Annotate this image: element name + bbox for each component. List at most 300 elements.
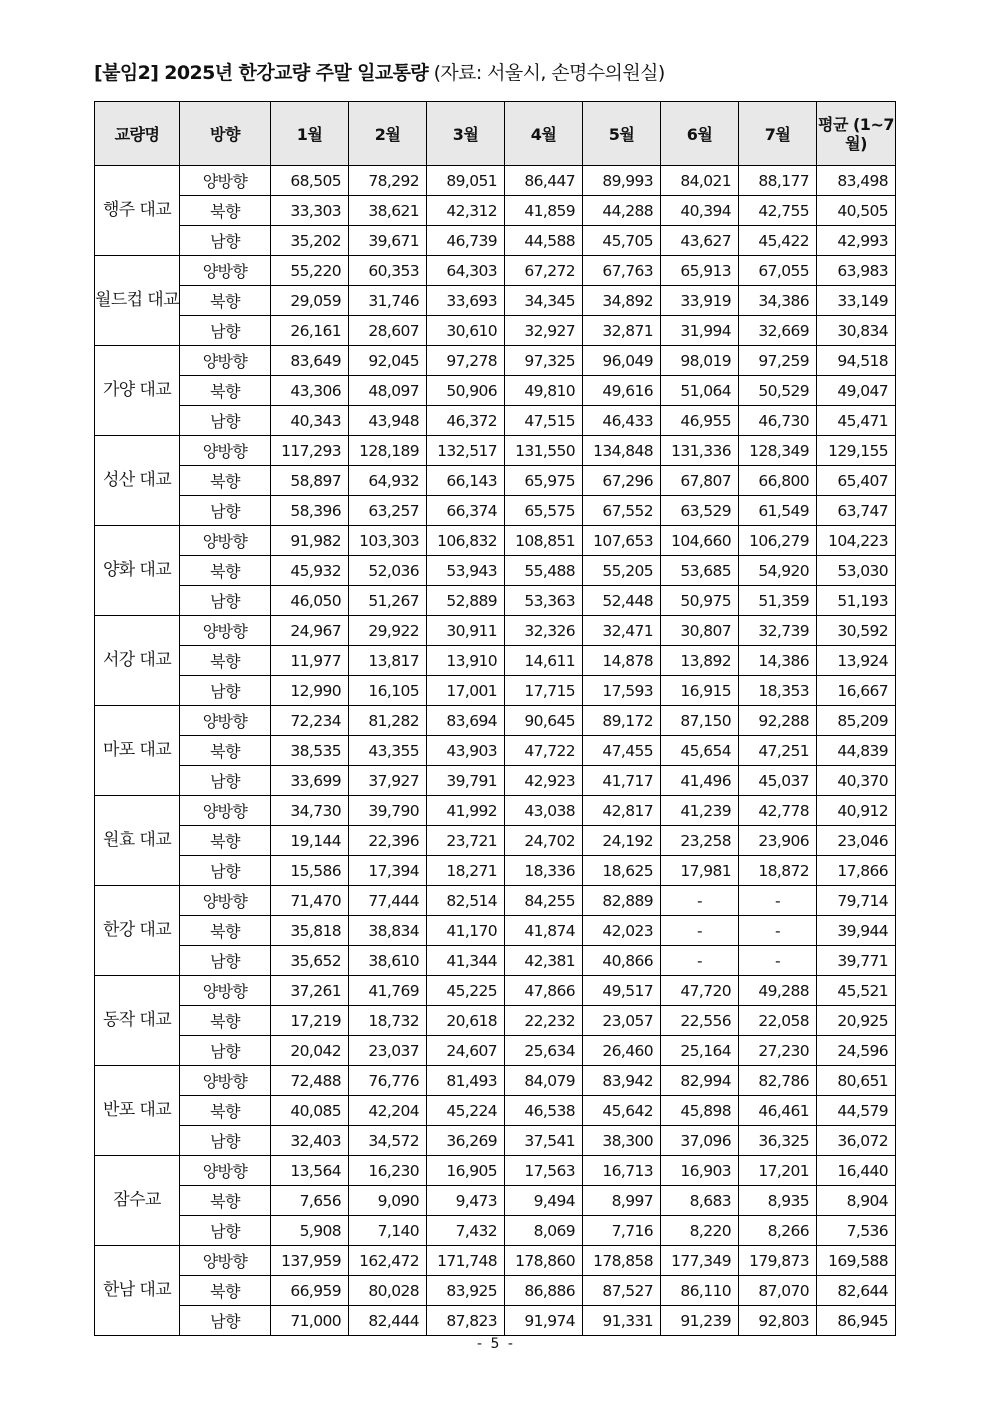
value-cell: 46,461 bbox=[739, 1096, 817, 1126]
direction-cell: 남향 bbox=[180, 226, 271, 256]
value-cell: 46,433 bbox=[583, 406, 661, 436]
value-cell: 43,627 bbox=[661, 226, 739, 256]
value-cell: 35,652 bbox=[271, 946, 349, 976]
value-cell: 41,769 bbox=[349, 976, 427, 1006]
value-cell: 30,610 bbox=[427, 316, 505, 346]
value-cell: 13,817 bbox=[349, 646, 427, 676]
value-cell: 40,866 bbox=[583, 946, 661, 976]
column-header: 2월 bbox=[349, 102, 427, 166]
value-cell: - bbox=[661, 886, 739, 916]
value-cell: 16,105 bbox=[349, 676, 427, 706]
value-cell: 96,049 bbox=[583, 346, 661, 376]
value-cell: 67,296 bbox=[583, 466, 661, 496]
bridge-name: 마포 대교 bbox=[95, 706, 180, 796]
value-cell: 36,325 bbox=[739, 1126, 817, 1156]
value-cell: 41,859 bbox=[505, 196, 583, 226]
direction-cell: 남향 bbox=[180, 406, 271, 436]
value-cell: 68,505 bbox=[271, 166, 349, 196]
value-cell: 42,778 bbox=[739, 796, 817, 826]
value-cell: 33,919 bbox=[661, 286, 739, 316]
value-cell: 66,959 bbox=[271, 1276, 349, 1306]
value-cell: 27,230 bbox=[739, 1036, 817, 1066]
direction-cell: 북향 bbox=[180, 376, 271, 406]
value-cell: 106,279 bbox=[739, 526, 817, 556]
value-cell: 22,058 bbox=[739, 1006, 817, 1036]
value-cell: 65,975 bbox=[505, 466, 583, 496]
value-cell: 23,721 bbox=[427, 826, 505, 856]
value-cell: 8,069 bbox=[505, 1216, 583, 1246]
direction-cell: 양방향 bbox=[180, 976, 271, 1006]
value-cell: 83,925 bbox=[427, 1276, 505, 1306]
direction-cell: 북향 bbox=[180, 916, 271, 946]
direction-cell: 남향 bbox=[180, 1126, 271, 1156]
value-cell: 34,345 bbox=[505, 286, 583, 316]
value-cell: 169,588 bbox=[817, 1246, 896, 1276]
value-cell: 108,851 bbox=[505, 526, 583, 556]
value-cell: 91,974 bbox=[505, 1306, 583, 1336]
value-cell: 18,732 bbox=[349, 1006, 427, 1036]
value-cell: 61,549 bbox=[739, 496, 817, 526]
table-row bbox=[95, 1066, 896, 1096]
value-cell: 63,747 bbox=[817, 496, 896, 526]
value-cell: 45,224 bbox=[427, 1096, 505, 1126]
value-cell: 9,494 bbox=[505, 1186, 583, 1216]
value-cell: 36,072 bbox=[817, 1126, 896, 1156]
title-main: [붙임2] 2025년 한강교량 주말 일교통량 bbox=[94, 62, 429, 84]
value-cell: 41,170 bbox=[427, 916, 505, 946]
direction-cell: 남향 bbox=[180, 1306, 271, 1336]
value-cell: 42,755 bbox=[739, 196, 817, 226]
table-row bbox=[95, 1156, 896, 1186]
direction-cell: 남향 bbox=[180, 496, 271, 526]
table-row bbox=[95, 556, 896, 586]
value-cell: 63,257 bbox=[349, 496, 427, 526]
table-row bbox=[95, 736, 896, 766]
value-cell: 23,906 bbox=[739, 826, 817, 856]
value-cell: 53,363 bbox=[505, 586, 583, 616]
value-cell: 24,596 bbox=[817, 1036, 896, 1066]
value-cell: 44,588 bbox=[505, 226, 583, 256]
bridge-name: 서강 대교 bbox=[95, 616, 180, 706]
table-row bbox=[95, 196, 896, 226]
value-cell: 24,607 bbox=[427, 1036, 505, 1066]
table-row bbox=[95, 406, 896, 436]
value-cell: 29,059 bbox=[271, 286, 349, 316]
value-cell: 97,278 bbox=[427, 346, 505, 376]
value-cell: 20,618 bbox=[427, 1006, 505, 1036]
value-cell: 82,514 bbox=[427, 886, 505, 916]
value-cell: 23,057 bbox=[583, 1006, 661, 1036]
value-cell: 7,536 bbox=[817, 1216, 896, 1246]
value-cell: 33,303 bbox=[271, 196, 349, 226]
value-cell: 46,730 bbox=[739, 406, 817, 436]
value-cell: 26,161 bbox=[271, 316, 349, 346]
value-cell: 47,720 bbox=[661, 976, 739, 1006]
value-cell: 50,906 bbox=[427, 376, 505, 406]
value-cell: 53,943 bbox=[427, 556, 505, 586]
value-cell: 16,230 bbox=[349, 1156, 427, 1186]
table-row bbox=[95, 706, 896, 736]
value-cell: 45,471 bbox=[817, 406, 896, 436]
value-cell: 52,036 bbox=[349, 556, 427, 586]
value-cell: 103,303 bbox=[349, 526, 427, 556]
value-cell: 40,394 bbox=[661, 196, 739, 226]
value-cell: 33,149 bbox=[817, 286, 896, 316]
value-cell: 33,699 bbox=[271, 766, 349, 796]
direction-cell: 북향 bbox=[180, 1006, 271, 1036]
value-cell: 38,610 bbox=[349, 946, 427, 976]
value-cell: 178,858 bbox=[583, 1246, 661, 1276]
value-cell: 177,349 bbox=[661, 1246, 739, 1276]
value-cell: 32,871 bbox=[583, 316, 661, 346]
value-cell: 17,593 bbox=[583, 676, 661, 706]
direction-cell: 남향 bbox=[180, 1216, 271, 1246]
direction-cell: 북향 bbox=[180, 1276, 271, 1306]
value-cell: 49,616 bbox=[583, 376, 661, 406]
value-cell: - bbox=[661, 946, 739, 976]
bridge-name: 양화 대교 bbox=[95, 526, 180, 616]
direction-cell: 남향 bbox=[180, 856, 271, 886]
value-cell: 47,251 bbox=[739, 736, 817, 766]
value-cell: 46,372 bbox=[427, 406, 505, 436]
value-cell: 11,977 bbox=[271, 646, 349, 676]
value-cell: 66,374 bbox=[427, 496, 505, 526]
direction-cell: 북향 bbox=[180, 466, 271, 496]
table-row bbox=[95, 1306, 896, 1336]
table-row bbox=[95, 1186, 896, 1216]
value-cell: 8,683 bbox=[661, 1186, 739, 1216]
value-cell: 58,897 bbox=[271, 466, 349, 496]
direction-cell: 양방향 bbox=[180, 1156, 271, 1186]
page-number: - 5 - bbox=[477, 1336, 515, 1352]
direction-cell: 양방향 bbox=[180, 346, 271, 376]
value-cell: 84,021 bbox=[661, 166, 739, 196]
column-header: 7월 bbox=[739, 102, 817, 166]
table-row bbox=[95, 226, 896, 256]
column-header: 5월 bbox=[583, 102, 661, 166]
value-cell: 45,225 bbox=[427, 976, 505, 1006]
value-cell: 17,715 bbox=[505, 676, 583, 706]
value-cell: 39,790 bbox=[349, 796, 427, 826]
value-cell: 38,300 bbox=[583, 1126, 661, 1156]
value-cell: 48,097 bbox=[349, 376, 427, 406]
value-cell: 60,353 bbox=[349, 256, 427, 286]
value-cell: 24,702 bbox=[505, 826, 583, 856]
value-cell: 86,886 bbox=[505, 1276, 583, 1306]
value-cell: 134,848 bbox=[583, 436, 661, 466]
value-cell: 24,192 bbox=[583, 826, 661, 856]
value-cell: 22,396 bbox=[349, 826, 427, 856]
value-cell: 33,693 bbox=[427, 286, 505, 316]
value-cell: 76,776 bbox=[349, 1066, 427, 1096]
value-cell: 171,748 bbox=[427, 1246, 505, 1276]
table-row bbox=[95, 826, 896, 856]
value-cell: 86,110 bbox=[661, 1276, 739, 1306]
value-cell: 23,037 bbox=[349, 1036, 427, 1066]
value-cell: 46,739 bbox=[427, 226, 505, 256]
table-row bbox=[95, 256, 896, 286]
value-cell: 87,150 bbox=[661, 706, 739, 736]
value-cell: 45,037 bbox=[739, 766, 817, 796]
value-cell: - bbox=[739, 946, 817, 976]
value-cell: 36,269 bbox=[427, 1126, 505, 1156]
column-header: 4월 bbox=[505, 102, 583, 166]
value-cell: 16,440 bbox=[817, 1156, 896, 1186]
value-cell: 71,000 bbox=[271, 1306, 349, 1336]
value-cell: 19,144 bbox=[271, 826, 349, 856]
value-cell: 32,669 bbox=[739, 316, 817, 346]
value-cell: 42,923 bbox=[505, 766, 583, 796]
value-cell: 41,992 bbox=[427, 796, 505, 826]
direction-cell: 남향 bbox=[180, 946, 271, 976]
value-cell: 55,488 bbox=[505, 556, 583, 586]
value-cell: 18,872 bbox=[739, 856, 817, 886]
value-cell: 45,422 bbox=[739, 226, 817, 256]
value-cell: 42,204 bbox=[349, 1096, 427, 1126]
title-source: (자료: 서울시, 손명수의원실) bbox=[433, 62, 665, 84]
value-cell: 16,903 bbox=[661, 1156, 739, 1186]
bridge-name: 원효 대교 bbox=[95, 796, 180, 886]
value-cell: 92,045 bbox=[349, 346, 427, 376]
table-row bbox=[95, 916, 896, 946]
bridge-name: 월드컵 대교 bbox=[95, 256, 180, 346]
value-cell: 49,810 bbox=[505, 376, 583, 406]
value-cell: 46,050 bbox=[271, 586, 349, 616]
value-cell: 85,209 bbox=[817, 706, 896, 736]
value-cell: 128,189 bbox=[349, 436, 427, 466]
table-body bbox=[95, 166, 896, 1336]
table-row bbox=[95, 1036, 896, 1066]
direction-cell: 남향 bbox=[180, 1036, 271, 1066]
value-cell: 58,396 bbox=[271, 496, 349, 526]
direction-cell: 남향 bbox=[180, 766, 271, 796]
value-cell: 41,717 bbox=[583, 766, 661, 796]
direction-cell: 북향 bbox=[180, 1096, 271, 1126]
value-cell: 16,713 bbox=[583, 1156, 661, 1186]
value-cell: 117,293 bbox=[271, 436, 349, 466]
direction-cell: 양방향 bbox=[180, 256, 271, 286]
value-cell: 45,705 bbox=[583, 226, 661, 256]
value-cell: 42,381 bbox=[505, 946, 583, 976]
value-cell: 179,873 bbox=[739, 1246, 817, 1276]
value-cell: 22,556 bbox=[661, 1006, 739, 1036]
value-cell: 25,634 bbox=[505, 1036, 583, 1066]
value-cell: 90,645 bbox=[505, 706, 583, 736]
value-cell: 40,505 bbox=[817, 196, 896, 226]
value-cell: 67,055 bbox=[739, 256, 817, 286]
direction-cell: 양방향 bbox=[180, 616, 271, 646]
value-cell: 17,219 bbox=[271, 1006, 349, 1036]
value-cell: 50,975 bbox=[661, 586, 739, 616]
bridge-name: 반포 대교 bbox=[95, 1066, 180, 1156]
value-cell: 8,266 bbox=[739, 1216, 817, 1246]
value-cell: 84,079 bbox=[505, 1066, 583, 1096]
value-cell: 88,177 bbox=[739, 166, 817, 196]
value-cell: 20,925 bbox=[817, 1006, 896, 1036]
value-cell: 41,874 bbox=[505, 916, 583, 946]
value-cell: 18,336 bbox=[505, 856, 583, 886]
value-cell: 131,336 bbox=[661, 436, 739, 466]
table-row bbox=[95, 496, 896, 526]
direction-cell: 양방향 bbox=[180, 886, 271, 916]
value-cell: 106,832 bbox=[427, 526, 505, 556]
value-cell: 137,959 bbox=[271, 1246, 349, 1276]
value-cell: 83,498 bbox=[817, 166, 896, 196]
value-cell: 67,272 bbox=[505, 256, 583, 286]
table-row bbox=[95, 1126, 896, 1156]
value-cell: 14,611 bbox=[505, 646, 583, 676]
value-cell: 34,892 bbox=[583, 286, 661, 316]
value-cell: 81,282 bbox=[349, 706, 427, 736]
value-cell: 13,924 bbox=[817, 646, 896, 676]
direction-cell: 양방향 bbox=[180, 796, 271, 826]
value-cell: 20,042 bbox=[271, 1036, 349, 1066]
value-cell: 15,586 bbox=[271, 856, 349, 886]
value-cell: 51,064 bbox=[661, 376, 739, 406]
value-cell: 66,800 bbox=[739, 466, 817, 496]
value-cell: 24,967 bbox=[271, 616, 349, 646]
value-cell: 55,220 bbox=[271, 256, 349, 286]
value-cell: 47,866 bbox=[505, 976, 583, 1006]
value-cell: 32,739 bbox=[739, 616, 817, 646]
value-cell: 39,791 bbox=[427, 766, 505, 796]
value-cell: 65,913 bbox=[661, 256, 739, 286]
table-row bbox=[95, 646, 896, 676]
bridge-name: 행주 대교 bbox=[95, 166, 180, 256]
column-header: 교량명 bbox=[95, 102, 180, 166]
value-cell: 35,818 bbox=[271, 916, 349, 946]
value-cell: 30,834 bbox=[817, 316, 896, 346]
value-cell: 8,997 bbox=[583, 1186, 661, 1216]
value-cell: 7,140 bbox=[349, 1216, 427, 1246]
value-cell: 98,019 bbox=[661, 346, 739, 376]
value-cell: 82,644 bbox=[817, 1276, 896, 1306]
value-cell: 44,579 bbox=[817, 1096, 896, 1126]
value-cell: 44,288 bbox=[583, 196, 661, 226]
value-cell: 45,932 bbox=[271, 556, 349, 586]
value-cell: 16,905 bbox=[427, 1156, 505, 1186]
value-cell: 67,807 bbox=[661, 466, 739, 496]
value-cell: 82,889 bbox=[583, 886, 661, 916]
value-cell: 128,349 bbox=[739, 436, 817, 466]
bridge-name: 성산 대교 bbox=[95, 436, 180, 526]
table-row bbox=[95, 286, 896, 316]
column-header: 1월 bbox=[271, 102, 349, 166]
value-cell: 37,096 bbox=[661, 1126, 739, 1156]
value-cell: 83,942 bbox=[583, 1066, 661, 1096]
value-cell: 41,496 bbox=[661, 766, 739, 796]
direction-cell: 북향 bbox=[180, 736, 271, 766]
value-cell: 89,051 bbox=[427, 166, 505, 196]
value-cell: 80,028 bbox=[349, 1276, 427, 1306]
value-cell: 39,944 bbox=[817, 916, 896, 946]
value-cell: 23,258 bbox=[661, 826, 739, 856]
value-cell: 43,948 bbox=[349, 406, 427, 436]
value-cell: 81,493 bbox=[427, 1066, 505, 1096]
value-cell: 17,201 bbox=[739, 1156, 817, 1186]
table-row bbox=[95, 316, 896, 346]
direction-cell: 양방향 bbox=[180, 706, 271, 736]
value-cell: - bbox=[661, 916, 739, 946]
value-cell: 28,607 bbox=[349, 316, 427, 346]
value-cell: 42,817 bbox=[583, 796, 661, 826]
table-row bbox=[95, 586, 896, 616]
direction-cell: 북향 bbox=[180, 286, 271, 316]
value-cell: 83,649 bbox=[271, 346, 349, 376]
value-cell: 55,205 bbox=[583, 556, 661, 586]
value-cell: 65,575 bbox=[505, 496, 583, 526]
value-cell: 40,912 bbox=[817, 796, 896, 826]
value-cell: 51,193 bbox=[817, 586, 896, 616]
value-cell: 104,660 bbox=[661, 526, 739, 556]
value-cell: 45,654 bbox=[661, 736, 739, 766]
value-cell: 34,730 bbox=[271, 796, 349, 826]
table-row bbox=[95, 1276, 896, 1306]
value-cell: 66,143 bbox=[427, 466, 505, 496]
value-cell: 49,047 bbox=[817, 376, 896, 406]
value-cell: 178,860 bbox=[505, 1246, 583, 1276]
direction-cell: 양방향 bbox=[180, 1246, 271, 1276]
value-cell: 43,038 bbox=[505, 796, 583, 826]
value-cell: 18,625 bbox=[583, 856, 661, 886]
value-cell: 41,239 bbox=[661, 796, 739, 826]
value-cell: 29,922 bbox=[349, 616, 427, 646]
value-cell: 31,994 bbox=[661, 316, 739, 346]
value-cell: 87,823 bbox=[427, 1306, 505, 1336]
direction-cell: 남향 bbox=[180, 316, 271, 346]
value-cell: 86,945 bbox=[817, 1306, 896, 1336]
table-row bbox=[95, 346, 896, 376]
table-header bbox=[95, 102, 896, 166]
value-cell: 44,839 bbox=[817, 736, 896, 766]
value-cell: 32,471 bbox=[583, 616, 661, 646]
value-cell: 72,488 bbox=[271, 1066, 349, 1096]
value-cell: 53,685 bbox=[661, 556, 739, 586]
value-cell: 13,892 bbox=[661, 646, 739, 676]
value-cell: 82,786 bbox=[739, 1066, 817, 1096]
value-cell: 25,164 bbox=[661, 1036, 739, 1066]
value-cell: 8,935 bbox=[739, 1186, 817, 1216]
value-cell: 32,326 bbox=[505, 616, 583, 646]
value-cell: 162,472 bbox=[349, 1246, 427, 1276]
value-cell: 17,981 bbox=[661, 856, 739, 886]
value-cell: 16,667 bbox=[817, 676, 896, 706]
value-cell: 131,550 bbox=[505, 436, 583, 466]
direction-cell: 북향 bbox=[180, 196, 271, 226]
column-header: 6월 bbox=[661, 102, 739, 166]
value-cell: 31,746 bbox=[349, 286, 427, 316]
value-cell: 43,903 bbox=[427, 736, 505, 766]
direction-cell: 양방향 bbox=[180, 436, 271, 466]
direction-cell: 양방향 bbox=[180, 166, 271, 196]
value-cell: 32,927 bbox=[505, 316, 583, 346]
value-cell: 79,714 bbox=[817, 886, 896, 916]
value-cell: 51,267 bbox=[349, 586, 427, 616]
value-cell: 30,592 bbox=[817, 616, 896, 646]
value-cell: 40,370 bbox=[817, 766, 896, 796]
table-row bbox=[95, 1096, 896, 1126]
value-cell: 38,834 bbox=[349, 916, 427, 946]
direction-cell: 양방향 bbox=[180, 526, 271, 556]
value-cell: 37,261 bbox=[271, 976, 349, 1006]
value-cell: 40,085 bbox=[271, 1096, 349, 1126]
value-cell: 17,866 bbox=[817, 856, 896, 886]
value-cell: 63,529 bbox=[661, 496, 739, 526]
value-cell: - bbox=[739, 886, 817, 916]
value-cell: 8,904 bbox=[817, 1186, 896, 1216]
bridge-name: 가양 대교 bbox=[95, 346, 180, 436]
value-cell: 129,155 bbox=[817, 436, 896, 466]
